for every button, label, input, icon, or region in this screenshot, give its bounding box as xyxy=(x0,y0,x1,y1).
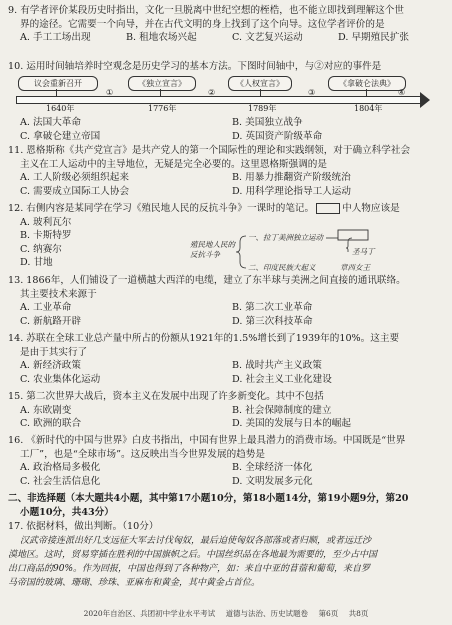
timeline-arrow-head xyxy=(420,92,430,108)
q14-options-row-2 xyxy=(8,373,444,387)
timeline-marker-2: ② xyxy=(208,88,216,97)
q14-line-1: 14. 苏联在全球工业总产量中所占的份额从1921年的1.5%增长到了1939年的10%。这主要 xyxy=(8,333,400,344)
q10-options-row-1 xyxy=(8,116,444,130)
q17-stem: 17. 依据材料，做出判断。（10分） xyxy=(8,521,159,532)
q17-material-2: 漠地区。这时，贸易穿插在胜利的中国旗帜之后。中国丝织品在各地最为需要的，至少占中国 xyxy=(8,549,378,560)
q10-option-d[interactable]: D. 英国资产阶级革命 xyxy=(232,130,323,142)
q9-option-a[interactable]: A. 手工工场出现 xyxy=(20,32,91,44)
q16-option-c[interactable]: C. 社会生活信息化 xyxy=(20,475,101,487)
q15-option-c[interactable]: C. 欧洲的联合 xyxy=(20,418,82,430)
q12-option-d[interactable]: D. 甘地 xyxy=(20,257,53,269)
timeline-marker-3: ③ xyxy=(308,88,316,97)
q9-line-1: 9. 有学者评价某段历史时指出，文化一旦脱离中世纪空想的桎梏，也不能立即找到理解这个世 xyxy=(8,5,404,16)
q17-material-3: 出口商品的90%。作为回报，中国也得到了各种物产，如：来自中亚的苜蓿和葡萄，来自罗 xyxy=(8,563,371,574)
question-11 xyxy=(8,144,444,198)
q14-option-a[interactable]: A. 新经济政策 xyxy=(20,360,81,372)
notes-leaf-1: 圣马丁 xyxy=(352,247,375,256)
question-14 xyxy=(8,332,444,386)
q11-option-b[interactable]: B. 用暴力推翻资产阶级统治 xyxy=(232,172,351,184)
q16-options-row-1 xyxy=(8,461,444,475)
q12-option-b[interactable]: B. 卡斯特罗 xyxy=(20,230,72,242)
study-notes-diagram xyxy=(190,228,390,278)
q13-options-row-2 xyxy=(8,315,444,329)
timeline-event-3: 《人权宣言》 xyxy=(228,76,292,91)
q9-option-b[interactable]: B. 租地农场兴起 xyxy=(126,32,197,44)
q11-line-1: 11. 恩格斯称《共产党宣言》是共产党人的第一个国际性的理论和实践纲领，对于确立科学社会 xyxy=(8,145,411,156)
q13-option-d[interactable]: D. 第三次科技革命 xyxy=(232,315,313,327)
q11-options-row-2 xyxy=(8,185,444,199)
q10-option-b[interactable]: B. 美国独立战争 xyxy=(232,117,303,128)
q14-option-d[interactable]: D. 社会主义工业化建设 xyxy=(232,373,332,385)
question-9 xyxy=(8,4,444,45)
q16-line-2: 工厂”，也是“全球市场”。这反映出当今世界发展的趋势是 xyxy=(20,448,265,460)
q14-option-b[interactable]: B. 战时共产主义政策 xyxy=(232,360,322,372)
footer-total-pages: 共8页 xyxy=(348,609,369,618)
timeline-year-1: 1640年 xyxy=(46,104,75,113)
q12-option-a[interactable]: A. 玻利瓦尔 xyxy=(20,216,72,228)
notes-branch-2: 二、印度民族大起义 xyxy=(248,263,316,272)
q13-option-b[interactable]: B. 第二次工业革命 xyxy=(232,302,313,314)
q12-stem xyxy=(8,202,444,216)
q11-line-2: 主义在工人运动中的主导地位，无疑是完全必要的。这里恩格斯强调的是 xyxy=(20,158,327,170)
q14-option-c[interactable]: C. 农业集体化运动 xyxy=(20,373,101,385)
q16-option-b[interactable]: B. 全球经济一体化 xyxy=(232,462,313,474)
timeline-marker-1: ① xyxy=(106,88,114,97)
timeline-year-2: 1776年 xyxy=(148,104,177,113)
q11-options-row-1 xyxy=(8,171,444,185)
timeline-event-2: 《独立宣言》 xyxy=(128,76,196,91)
q17-material-4: 马帝国的玻璃、珊瑚、珍珠、亚麻布和黄金，其中黄金占首位。 xyxy=(8,577,261,588)
page-footer xyxy=(0,608,452,619)
q17-material-1: 汉武帝接连派出好几支远征大军去讨伐匈奴，最后迫使匈奴各部落或者归顺，或者远迁沙 xyxy=(20,535,372,546)
q11-option-a[interactable]: A. 工人阶级必须组织起来 xyxy=(20,172,129,184)
q12-option-c[interactable]: C. 纳赛尔 xyxy=(20,243,62,255)
q10-option-a[interactable]: A. 法国大革命 xyxy=(20,117,81,128)
q15-option-d[interactable]: D. 美国的发展与日本的崛起 xyxy=(232,418,351,430)
q15-option-b[interactable]: B. 社会保障制度的建立 xyxy=(232,404,332,416)
q15-option-a[interactable]: A. 东欧剧变 xyxy=(20,404,72,416)
q9-option-d[interactable]: D. 早期殖民扩张 xyxy=(338,32,410,44)
question-13 xyxy=(8,274,444,328)
footer-exam-name: 2020年自治区、兵团初中学业水平考试 xyxy=(83,609,216,618)
q10-stem: 10. 运用时间轴培养时空观念是历史学习的基本方法。下图时间轴中，与②对应的事件是 xyxy=(8,61,382,72)
timeline-marker-4: ④ xyxy=(398,88,406,97)
q13-line-1: 13. 1866年，人们铺设了一道横越大西洋的电缆，建立了东半球与美洲之间直接的通讯联络。 xyxy=(8,275,406,286)
timeline xyxy=(10,76,430,116)
q15-options-row-2 xyxy=(8,417,444,431)
notes-leaf-2: 章西女王 xyxy=(340,263,370,272)
q14-options-row-1 xyxy=(8,359,444,373)
section-2-line-2: 小题10分，共43分） xyxy=(20,506,114,518)
q10-options-row-2 xyxy=(8,130,444,144)
notes-branch-1: 一、拉丁美洲独立运动 xyxy=(248,233,323,242)
timeline-year-3: 1789年 xyxy=(248,104,277,113)
question-15 xyxy=(8,390,444,431)
q16-options-row-2 xyxy=(8,475,444,489)
q13-option-a[interactable]: A. 工业革命 xyxy=(20,302,72,314)
q9-options xyxy=(8,31,444,45)
q12-stem-after: 中人物应该是 xyxy=(342,203,400,214)
q13-option-c[interactable]: C. 新航路开辟 xyxy=(20,315,82,327)
q11-option-c[interactable]: C. 需要成立国际工人协会 xyxy=(20,185,130,197)
q9-option-c[interactable]: C. 文艺复兴运动 xyxy=(232,32,303,44)
timeline-year-4: 1804年 xyxy=(354,104,383,113)
q10-option-c[interactable]: C. 拿破仑建立帝国 xyxy=(20,130,101,142)
section-2-heading xyxy=(8,492,444,519)
q14-line-2: 是由于其实行了 xyxy=(20,346,88,358)
footer-subject: 道德与法治、历史试题卷 xyxy=(225,609,309,618)
q13-line-2: 其主要技术来源于 xyxy=(20,288,97,300)
q11-option-d[interactable]: D. 用科学理论指导工人运动 xyxy=(232,185,351,197)
question-10-options xyxy=(8,116,444,143)
timeline-event-1: 议会重新召开 xyxy=(18,76,98,91)
question-16 xyxy=(8,434,444,488)
q15-options-row-1 xyxy=(8,404,444,418)
timeline-event-4: 《拿破仑法典》 xyxy=(328,76,406,91)
q9-line-2: 界的途径。它需要一个向导，并在古代文明的身上找到了这个向导。这位学者评价的是 xyxy=(20,18,385,30)
q12-stem-before: 12. 右侧内容是某同学在学习《殖民地人民的反抗斗争》一课时的笔记。 xyxy=(8,203,315,214)
question-10-stem xyxy=(8,60,444,74)
q15-line-1: 15. 第二次世界大战后，资本主义在发展中出现了许多新变化。其中不包括 xyxy=(8,391,324,402)
q16-line-1: 16. 《新时代的中国与世界》白皮书指出，中国有世界上最具潜力的消费市场。中国既是“世界 xyxy=(8,435,406,446)
section-2-line-1: 二、非选择题（本大题共4小题，其中第17小题10分，第18小题14分，第19小题9分，第20 xyxy=(8,493,409,504)
q16-option-d[interactable]: D. 文明发展多元化 xyxy=(232,475,313,487)
answer-blank-box xyxy=(316,203,340,214)
footer-page-number: 第6页 xyxy=(318,609,339,618)
q16-option-a[interactable]: A. 政治格局多极化 xyxy=(20,462,101,474)
notes-root: 殖民地人民的反抗斗争 xyxy=(190,240,235,259)
question-17 xyxy=(8,520,444,590)
q13-options-row-1 xyxy=(8,301,444,315)
